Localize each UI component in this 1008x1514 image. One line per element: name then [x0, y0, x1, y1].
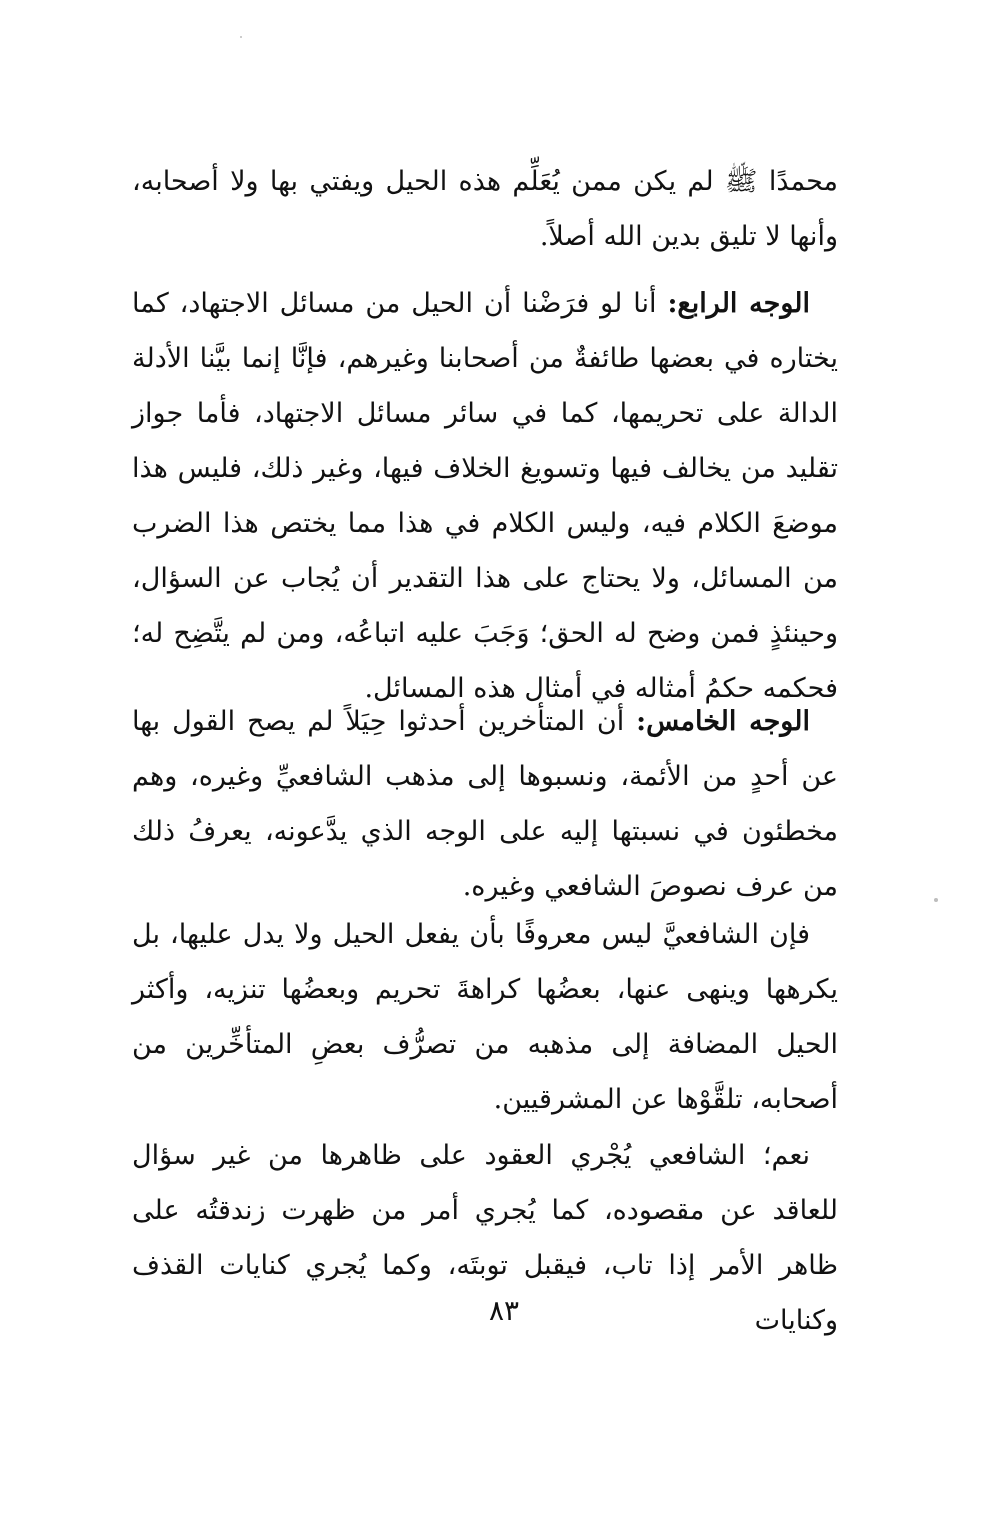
paragraph-3 [132, 694, 838, 914]
paragraph-4-text [132, 907, 838, 1127]
page-number: ٨٣ [488, 1294, 520, 1327]
paragraph-1 [132, 154, 838, 264]
paragraph-4 [132, 907, 838, 1127]
paragraph-4-body: فإن الشافعيَّ ليس معروفًا بأن يفعل الحيل ولا يدل عليها، بل يكرهها وينهى عنها، بعضُها كراهةَ تحريم وبعضُها تنزيه، وأكثر الحيل المضافة إلى مذهبه من تصرُّف بعضِ المتأخِّرين من أصحابه، تلقَّوْها عن المشرقيين. [132, 919, 838, 1115]
paragraph-3-body: أن المتأخرين أحدثوا حِيَلاً لم يصح القول بها عن أحدٍ من الأئمة، ونسبوها إلى مذهب الشافعيِّ وغيره، وهم مخطئون في نسبتها إليه على الوجه الذي يدَّعونه، يعرفُ ذلك من عرف نصوصَ الشافعي وغيره. [132, 706, 838, 902]
paragraph-1-body: محمدًا ﷺ لم يكن ممن يُعَلِّم هذه الحيل ويفتي بها ولا أصحابه، وأنها لا تليق بدين الله أصلاً. [132, 166, 838, 252]
paragraph-2-text [132, 276, 838, 716]
paragraph-2 [132, 276, 838, 716]
paragraph-1-text [132, 154, 838, 264]
scan-speck [240, 36, 242, 38]
paragraph-2-body: أنا لو فرَضْنا أن الحيل من مسائل الاجتهاد، كما يختاره في بعضها طائفةٌ من أصحابنا وغيرهم، فإنَّا إنما بيَّنا الأدلة الدالة على تحريمها، كما في سائر مسائل الاجتهاد، فأما جواز تقليد من يخالف فيها وتسويغ الخلاف فيها، وغير ذلك، فليس هذا موضعَ الكلام فيه، وليس الكلام في هذا مما يختص هذا الضرب من المسائل، ولا يحتاج على هذا التقدير أن يُجاب عن السؤال، وحينئذٍ فمن وضح له الحق؛ وَجَبَ عليه اتباعُه، ومن لم يتَّضِح له؛ فحكمه حكمُ أمثاله في أمثال هذه المسائل. [132, 288, 839, 704]
paragraph-3-lead: الوجه الخامس: [636, 706, 810, 737]
paragraph-2-lead: الوجه الرابع: [667, 288, 810, 319]
scan-speck [934, 898, 938, 902]
paragraph-5-body: نعم؛ الشافعي يُجْري العقود على ظاهرها من غير سؤال للعاقد عن مقصوده، كما يُجري أمر من ظهرت زندقتُه على ظاهر الأمر إذا تاب، فيقبل توبتَه، وكما يُجري كنايات القذف وكنايات [132, 1140, 838, 1336]
paragraph-3-text [132, 694, 838, 914]
